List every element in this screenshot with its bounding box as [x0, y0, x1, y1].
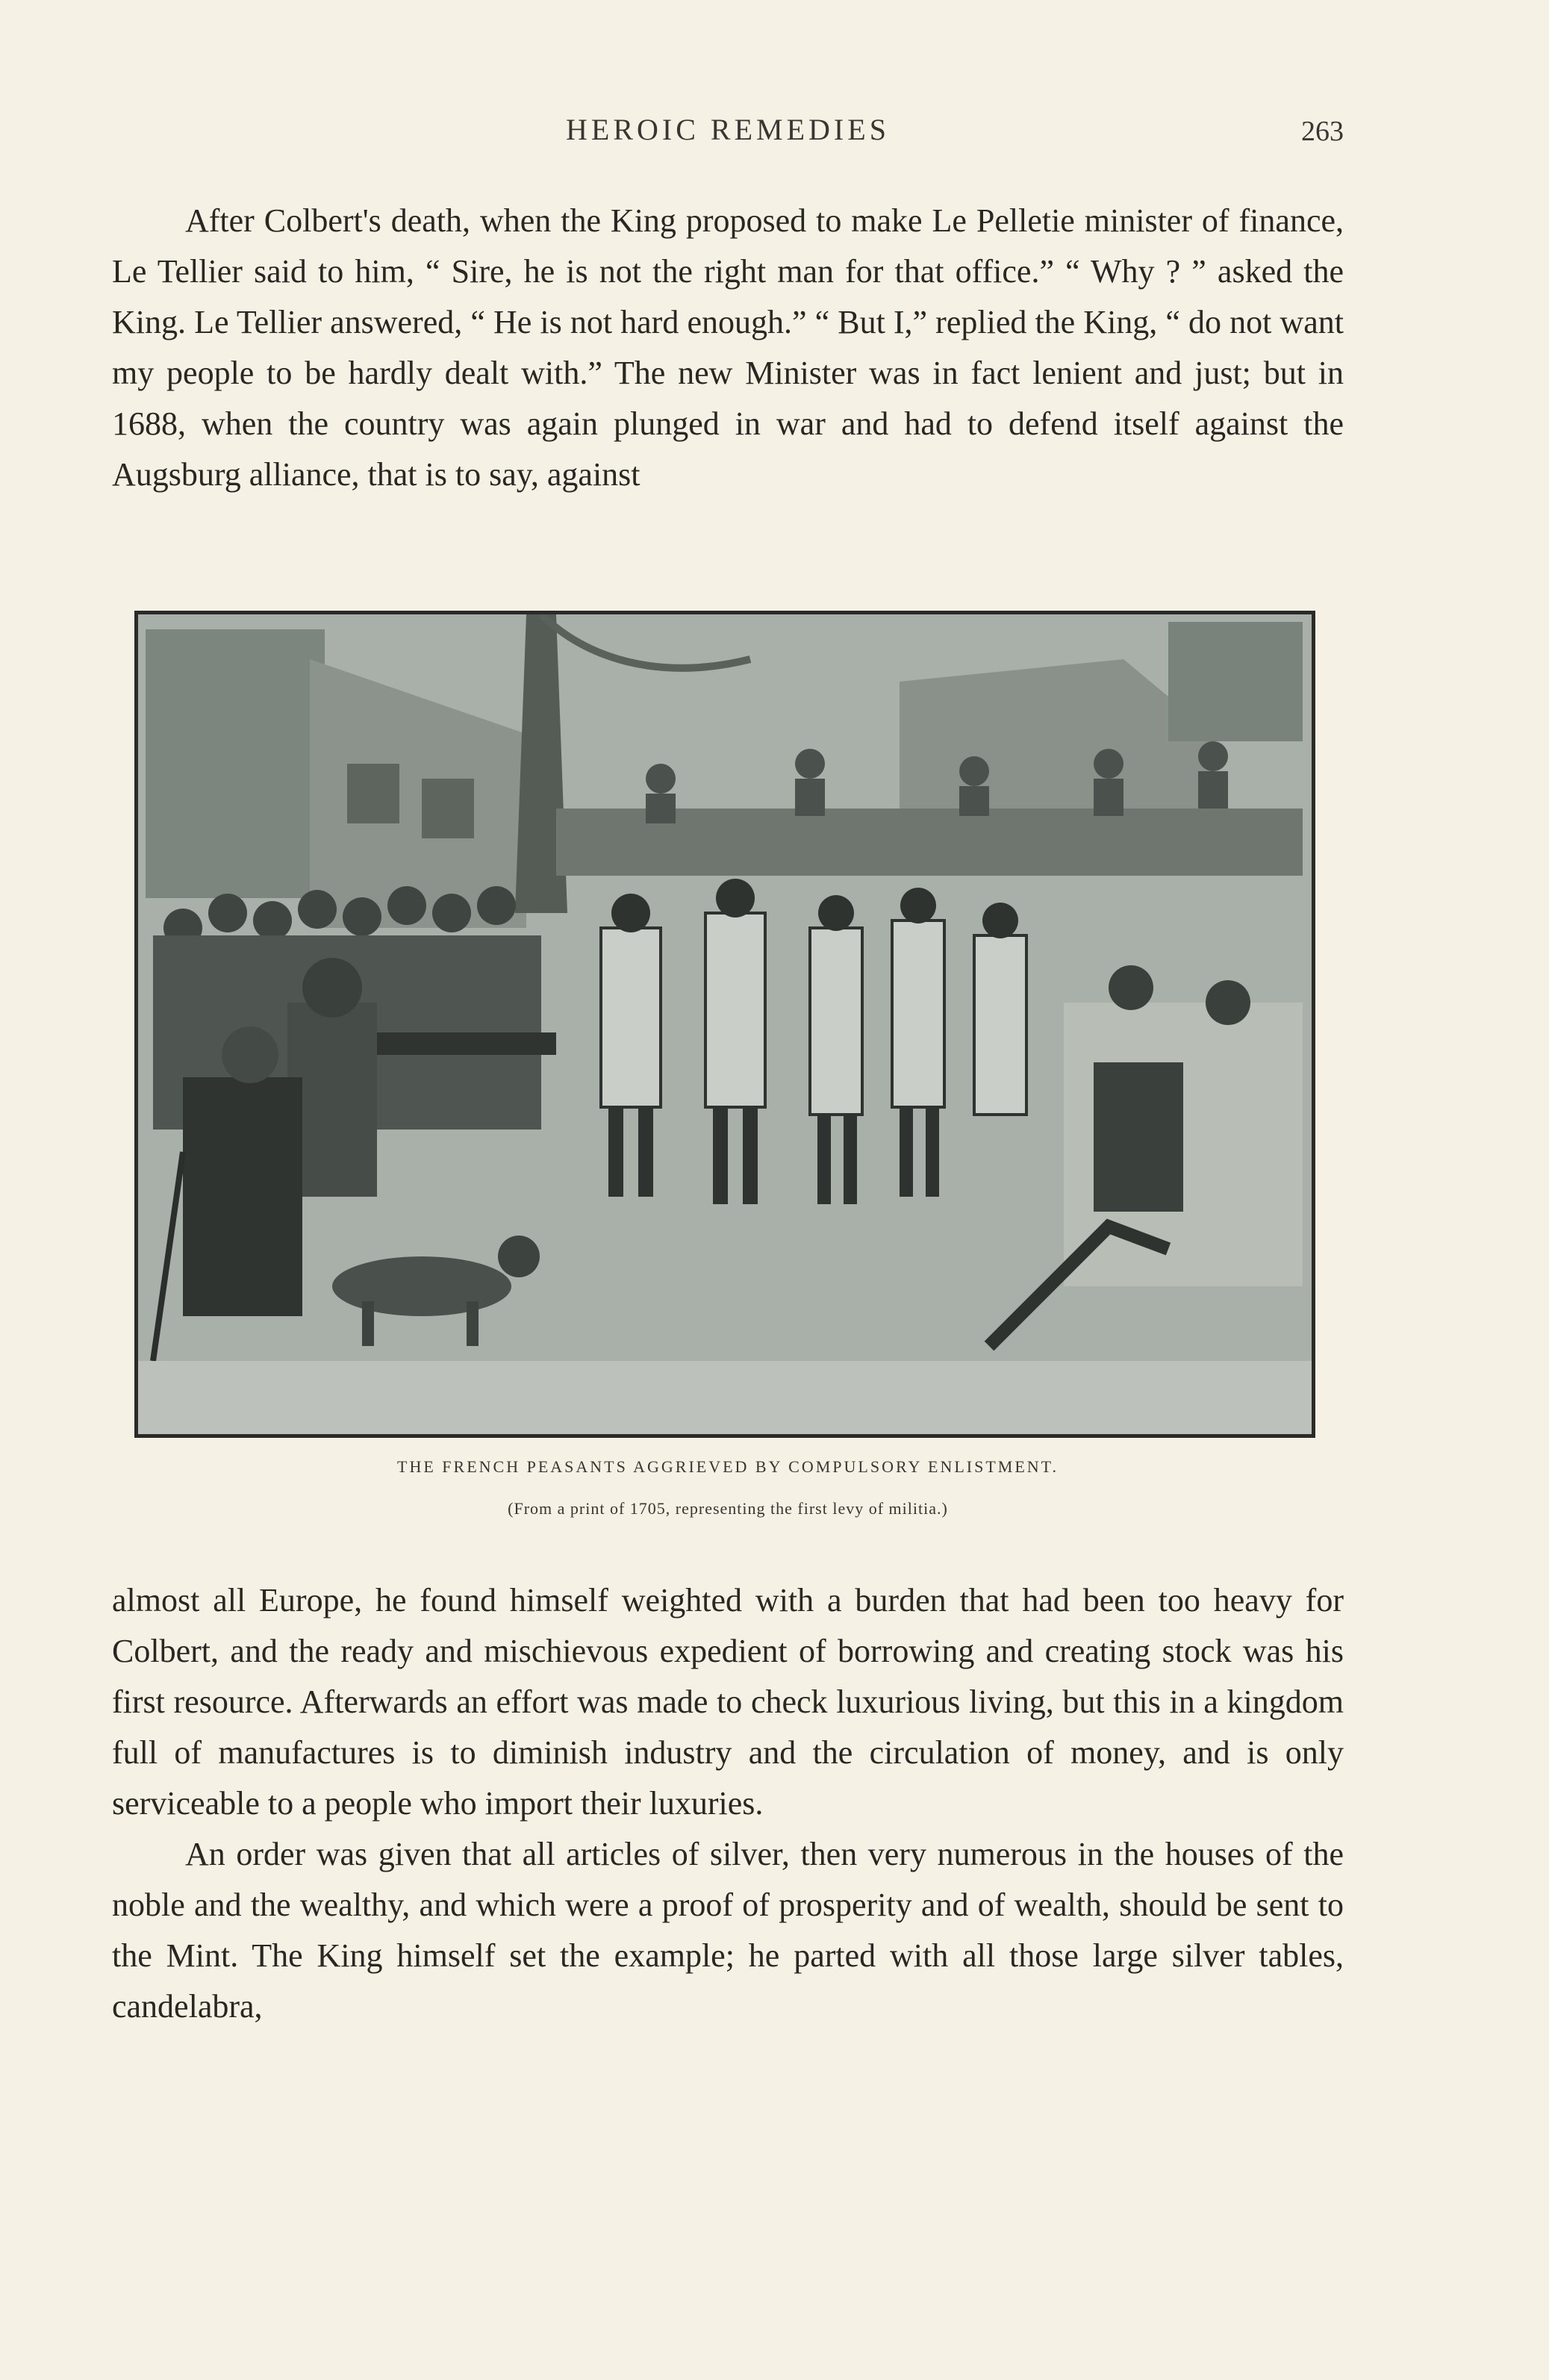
- paragraph: An order was given that all articles of silver, then very numerous in the houses of the noble and the wealthy, and which were a proof of prosperity and of wealth, should be sent to the Mint. The King himself set the example; he parted with all those large silver tables, candelabra,: [112, 1836, 1344, 2025]
- text-block-bottom: [112, 1575, 1344, 2032]
- page-number: 263: [1301, 116, 1344, 147]
- running-title: HEROIC REMEDIES: [566, 113, 890, 146]
- engraving-scene: [138, 614, 1312, 1434]
- engraving-illustration: [134, 611, 1315, 1438]
- text-block-top: [112, 196, 1344, 500]
- figure-caption: THE FRENCH PEASANTS AGGRIEVED BY COMPULSORY ENLISTMENT.: [397, 1457, 1059, 1476]
- paragraph: After Colbert's death, when the King proposed to make Le Pelletie minister of finance, Le Tellier said to him, “ Sire, he is not the right man for that office.” “ Why ? ” asked the King. Le Tellier answered, “ He is not hard enough.” “ But I,” replied the King, “ do not want my people to be hardly dealt with.” The new Minister was in fact lenient and just; but in 1688, when the country was again plunged in war and had to defend itself against the Augsburg alliance, that is to say, against: [112, 202, 1344, 493]
- running-head: [112, 112, 1344, 157]
- figure-caption-note: (From a print of 1705, representing the first levy of militia.): [508, 1499, 948, 1518]
- paragraph: almost all Europe, he found himself weighted with a burden that had been too heavy for Colbert, and the ready and mischievous expedient of borrowing and creating stock was his first resource. Afterwards an effort was made to check luxurious living, but this in a kingdom full of manufactures is to diminish industry and the circulation of money, and is only serviceable to a people who import their luxuries.: [112, 1582, 1344, 1822]
